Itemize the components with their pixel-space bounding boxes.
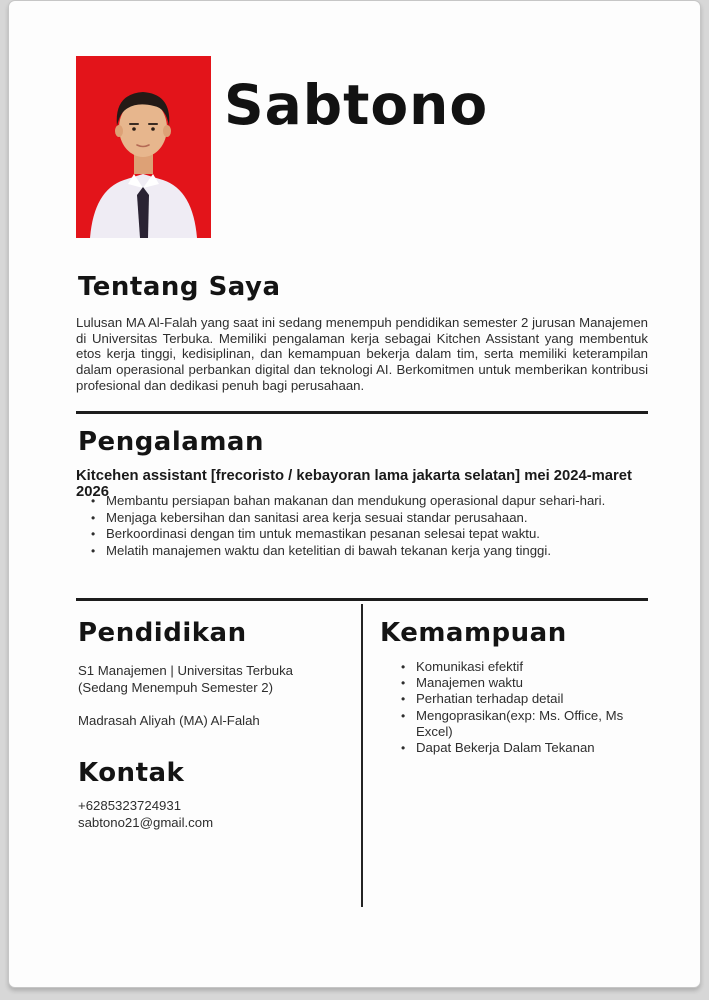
education-degree bbox=[78, 662, 338, 696]
experience-bullet-list bbox=[91, 493, 651, 559]
experience-heading: Pengalaman bbox=[78, 427, 264, 457]
skill-item: • Dapat Bekerja Dalam Tekanan bbox=[401, 740, 661, 756]
experience-bullet: • Melatih manajemen waktu dan ketelitian di bawah tekanan kerja yang tinggi. bbox=[91, 543, 651, 560]
cv-page bbox=[8, 0, 701, 988]
contact-heading: Kontak bbox=[78, 758, 185, 788]
skills-heading: Kemampuan bbox=[380, 618, 567, 648]
skill-item: • Perhatian terhadap detail bbox=[401, 691, 661, 707]
experience-bullet: • Berkoordinasi dengan tim untuk memastikan pesanan selesai tepat waktu. bbox=[91, 526, 651, 543]
experience-bullet: • Membantu persiapan bahan makanan dan mendukung operasional dapur sehari-hari. bbox=[91, 493, 651, 510]
skill-item: • Komunikasi efektif bbox=[401, 659, 661, 675]
profile-photo bbox=[76, 56, 211, 238]
divider-line-1 bbox=[76, 411, 648, 414]
education-degree-note: (Sedang Menempuh Semester 2) bbox=[78, 680, 273, 695]
contact-info bbox=[78, 797, 338, 831]
about-paragraph: Lulusan MA Al-Falah yang saat ini sedang menempuh pendidikan semester 2 jurusan Manajemen di Universitas Terbuka. Memiliki pengalaman kerja sebagai Kitchen Assistant yang membentuk etos kerja tinggi, kedisiplinan, dan kemampuan bekerja dalam tim, serta memiliki keterampilan dalam operasional perbankan digital dan teknologi AI. Berkomitmen untuk memberikan kontribusi profesional dan dedikasi penuh bagi perusahaan. bbox=[76, 315, 648, 393]
experience-bullet: • Menjaga kebersihan dan sanitasi area kerja sesuai standar perusahaan. bbox=[91, 510, 651, 527]
contact-email: sabtono21@gmail.com bbox=[78, 815, 214, 830]
skill-item: • Manajemen waktu bbox=[401, 675, 661, 691]
skills-bullet-list bbox=[401, 659, 661, 756]
skill-item: • Mengoprasikan(exp: Ms. Office, Ms Excel) bbox=[401, 708, 661, 740]
column-divider-line bbox=[361, 604, 363, 907]
name-title: Sabtono bbox=[224, 73, 489, 137]
education-school: Madrasah Aliyah (MA) Al-Falah bbox=[78, 713, 260, 728]
contact-phone: +6285323724931 bbox=[78, 798, 182, 813]
about-heading: Tentang Saya bbox=[78, 272, 281, 302]
education-degree-line: S1 Manajemen | Universitas Terbuka bbox=[78, 663, 294, 678]
divider-line-2 bbox=[76, 598, 648, 601]
profile-photo-illustration bbox=[76, 56, 211, 238]
education-heading: Pendidikan bbox=[78, 618, 247, 648]
experience-job-title: Kitcehen assistant [frecoristo / kebayoran lama jakarta selatan] mei 2024-maret 2026 bbox=[76, 468, 632, 500]
